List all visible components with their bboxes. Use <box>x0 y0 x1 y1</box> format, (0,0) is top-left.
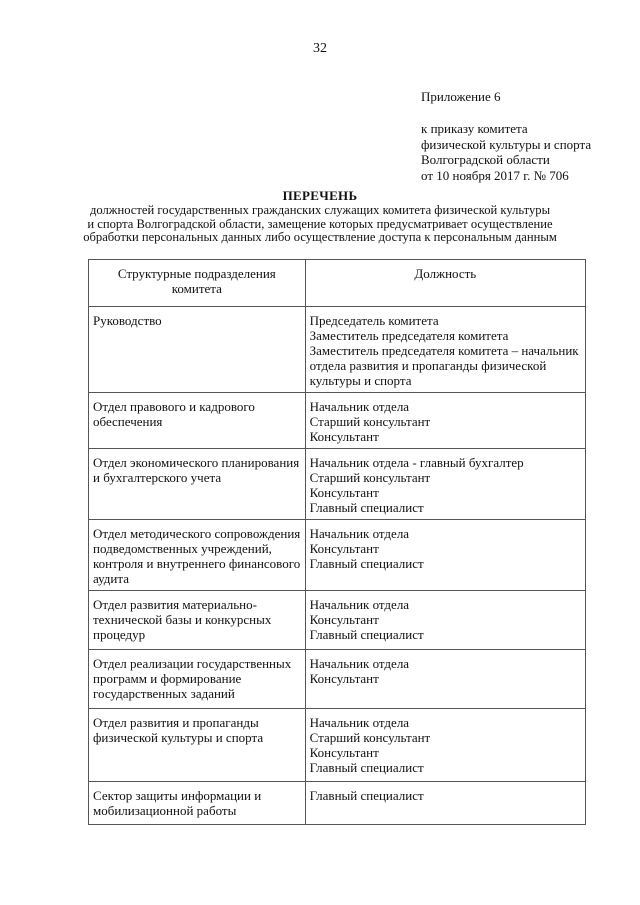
position-item: Заместитель председателя комитета – начальник отдела развития и пропаганды физической культуры и спорта <box>309 343 579 388</box>
document-title-block <box>40 188 600 245</box>
department-cell: Отдел развития и пропаганды физической культуры и спорта <box>89 709 306 782</box>
position-item: Старший консультант <box>309 414 431 429</box>
document-title: ПЕРЕЧЕНЬ <box>282 188 358 203</box>
page-number: 32 <box>313 41 327 56</box>
position-item: Консультант <box>309 671 379 686</box>
position-item: Консультант <box>309 612 379 627</box>
position-item: Старший консультант <box>309 730 431 745</box>
position-item: Главный специалист <box>309 627 424 642</box>
position-item: Начальник отдела <box>309 656 410 671</box>
position-item: Председатель комитета <box>309 313 439 328</box>
order-reference-line: Волгоградской области <box>421 152 550 167</box>
header-department: Структурные подразделения комитета <box>89 260 306 307</box>
order-reference-line: физической культуры и спорта <box>421 136 592 152</box>
table-row <box>89 650 586 709</box>
positions-cell <box>305 520 585 591</box>
department-cell: Сектор защиты информации и мобилизационной работы <box>89 782 306 825</box>
positions-cell <box>305 709 585 782</box>
positions-cell <box>305 650 585 709</box>
position-item: Консультант <box>309 485 379 500</box>
table-row <box>89 520 586 591</box>
table-row <box>89 591 586 650</box>
positions-cell <box>305 393 585 449</box>
department-cell: Руководство <box>89 307 306 393</box>
positions-cell <box>305 591 585 650</box>
position-item: Заместитель председателя комитета <box>309 328 509 343</box>
position-item: Консультант <box>309 541 379 556</box>
table-header-row <box>89 260 586 307</box>
table-row <box>89 782 586 825</box>
position-item: Главный специалист <box>309 500 424 515</box>
department-cell: Отдел реализации государственных программ и формирование государственных заданий <box>89 650 306 709</box>
positions-cell <box>305 782 585 825</box>
table-row <box>89 307 586 393</box>
document-subtitle <box>40 204 600 245</box>
position-item: Начальник отдела <box>309 399 410 414</box>
position-item: Старший консультант <box>309 470 431 485</box>
document-subtitle-line: обработки персональных данных либо осуществление доступа к персональным данным <box>83 230 557 244</box>
positions-cell <box>305 307 585 393</box>
position-item: Консультант <box>309 429 379 444</box>
order-reference <box>421 121 591 183</box>
order-reference-line: от 10 ноября 2017 г. № 706 <box>421 167 569 183</box>
position-item: Главный специалист <box>309 760 424 775</box>
position-item: Начальник отдела - главный бухгалтер <box>309 455 524 470</box>
department-cell: Отдел методического сопровождения подведомственных учреждений, контроля и внутреннего финансового аудита <box>89 520 306 591</box>
document-subtitle-line: и спорта Волгоградской области, замещение которых предусматривает осуществление <box>87 216 553 231</box>
positions-table <box>88 259 586 825</box>
position-item: Консультант <box>309 745 379 760</box>
table-row <box>89 709 586 782</box>
positions-cell <box>305 449 585 520</box>
department-cell: Отдел развития материально-технической базы и конкурсных процедур <box>89 591 306 650</box>
position-item: Начальник отдела <box>309 715 410 730</box>
department-cell: Отдел экономического планирования и бухгалтерского учета <box>89 449 306 520</box>
order-reference-line: к приказу комитета <box>421 121 528 136</box>
position-item: Начальник отдела <box>309 597 410 612</box>
table-row <box>89 449 586 520</box>
appendix-label: Приложение 6 <box>421 89 501 104</box>
header-position: Должность <box>305 260 585 307</box>
department-cell: Отдел правового и кадрового обеспечения <box>89 393 306 449</box>
position-item: Главный специалист <box>309 788 424 803</box>
document-subtitle-line: должностей государственных гражданских служащих комитета физической культуры <box>89 203 551 217</box>
position-item: Начальник отдела <box>309 526 410 541</box>
table-row <box>89 393 586 449</box>
position-item: Главный специалист <box>309 556 424 571</box>
